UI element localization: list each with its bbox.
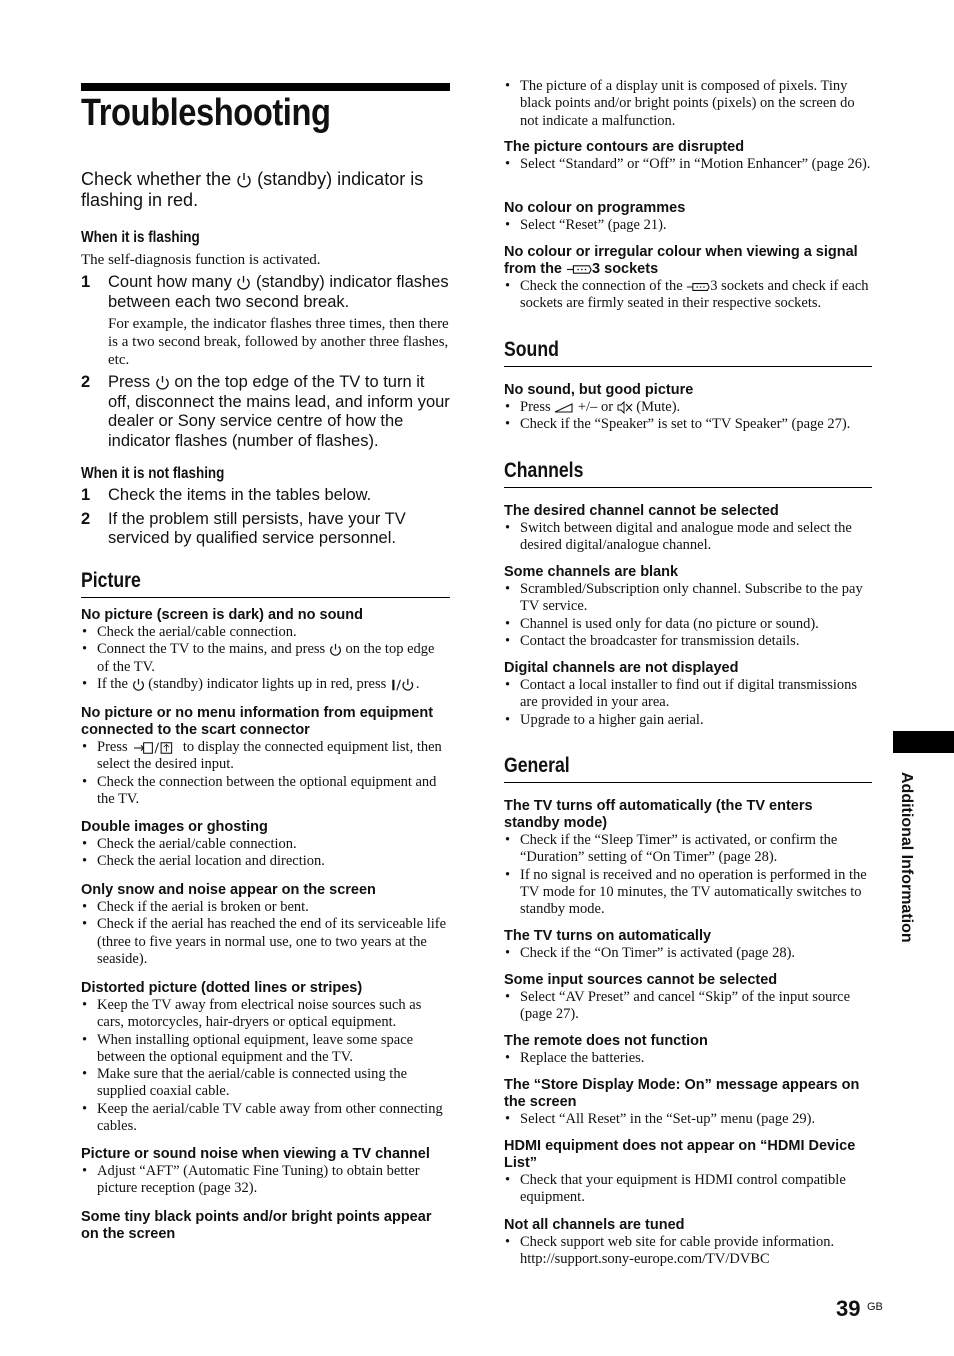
power-standby-icon	[236, 275, 251, 291]
bullet-text: (Mute).	[636, 399, 681, 415]
bullet-text: +/– or	[577, 399, 614, 415]
bullet-item	[504, 278, 872, 313]
bullet-item: • Check if the aerial is broken or bent.	[81, 899, 450, 916]
bullet-item: • Check if the “Speaker” is set to “TV Speaker” (page 27).	[504, 416, 872, 433]
flashing-step-1	[81, 273, 450, 312]
issue-picture-sound-noise	[81, 1146, 450, 1198]
section-rule	[504, 782, 872, 783]
bullet-item: • Keep the TV away from electrical noise sources such as cars, motorcycles, hair-dryers or optical equipment.	[81, 997, 450, 1032]
not-flashing-step-1	[81, 486, 450, 506]
bullet-text: to display the connected equipment list, then select the desired input.	[97, 739, 442, 773]
section-rule	[504, 487, 872, 488]
step-text: (standby) indicator flashes between each two second break.	[108, 273, 449, 311]
bullet-item: • Check the aerial/cable connection.	[81, 836, 450, 853]
issue-heading: No sound, but good picture	[504, 382, 694, 398]
bullet-item: • Select “All Reset” in the “Set-up” menu (page 29).	[504, 1111, 872, 1128]
step-number: 2	[81, 373, 91, 391]
bullet-item	[81, 739, 450, 774]
bullet-item: • Select “Standard” or “Off” in “Motion Enhancer” (page 26).	[504, 156, 872, 173]
page-number: 39	[836, 1296, 861, 1321]
issue-snow-noise	[81, 882, 450, 968]
bullet-item: • If no signal is received and no operation is performed in the TV mode for 10 minutes, the TV automatically switches to standby mode.	[504, 867, 872, 919]
picture-section-header	[81, 569, 450, 598]
general-section-header	[504, 754, 872, 783]
bullet-item: • Scrambled/Subscription only channel. Subscribe to the pay TV service.	[504, 581, 872, 616]
step-text: on the top edge of the TV to turn it off, disconnect the mains lead, and inform your dealer or Sony service centre of how the indicator flashes (number of flashes).	[108, 373, 450, 450]
power-standby-icon	[155, 375, 170, 391]
lead-text	[81, 169, 450, 211]
sound-section-header	[504, 338, 872, 367]
issue-no-colour	[504, 200, 872, 234]
bullet-item: • Make sure that the aerial/cable is connected using the supplied coaxial cable.	[81, 1066, 450, 1101]
section-rule	[504, 366, 872, 367]
bullet-item: • When installing optional equipment, leave some space between the optional equipment and the TV.	[81, 1032, 450, 1067]
step-number: 1	[81, 273, 91, 291]
issue-hdmi-device-list	[504, 1138, 872, 1207]
channels-section-header	[504, 459, 872, 488]
step-text: If the problem still persists, have your TV serviced by qualified service personnel.	[108, 509, 406, 547]
issue-input-sources	[504, 972, 872, 1024]
page-title: Troubleshooting	[81, 92, 331, 134]
issue-tv-turns-off	[504, 798, 872, 918]
picture-heading: Picture	[81, 569, 141, 592]
lead-before: Check whether the	[81, 169, 232, 189]
when-flashing-intro: The self-diagnosis function is activated.	[81, 252, 321, 268]
issue-heading: The desired channel cannot be selected	[504, 503, 779, 519]
step-note: For example, the indicator flashes three times, then there is a two second break, followed by another three flashes, etc.	[108, 316, 449, 368]
issue-heading: The picture contours are disrupted	[504, 139, 745, 155]
sound-heading: Sound	[504, 338, 559, 361]
flashing-step-2	[81, 373, 450, 451]
section-rule	[81, 597, 450, 598]
bullet-text: Press	[97, 739, 128, 755]
issue-heading: HDMI equipment does not appear on “HDMI Device List”	[504, 1138, 856, 1171]
issue-remote	[504, 1033, 872, 1067]
not-flashing-step-2	[81, 510, 450, 549]
scart-socket-icon	[566, 263, 592, 276]
issue-heading: The remote does not function	[504, 1033, 708, 1049]
bullet-item: • Switch between digital and analogue mode and select the desired digital/analogue channel.	[504, 520, 872, 555]
when-flashing-heading: When it is flashing	[81, 229, 200, 246]
bullet-text: Connect the TV to the mains, and press	[97, 641, 326, 658]
bullet-text: If the	[97, 675, 128, 692]
mute-icon	[617, 401, 633, 414]
bullet-item: • Check support web site for cable provide information. http://support.sony-europe.com/TV/DVBC	[504, 1234, 872, 1269]
issue-heading: No picture or no menu information from equipment connected to the scart connector	[81, 705, 434, 738]
bullet-item: • Keep the aerial/cable TV cable away from other connecting cables.	[81, 1101, 450, 1136]
issue-contours-disrupted	[504, 139, 872, 173]
bullet-item: • Check if the “Sleep Timer” is activated, or confirm the “Duration” setting of “On Timer” (page 28).	[504, 832, 872, 867]
heading-text: 3 sockets	[592, 261, 659, 277]
bullet-item: • Select “Reset” (page 21).	[504, 217, 872, 234]
step-number: 1	[81, 486, 91, 504]
bullet-text: 3 sockets and check if each sockets are firmly seated in their respective sockets.	[520, 278, 869, 312]
when-flashing-section	[81, 229, 450, 451]
issue-heading	[504, 244, 872, 278]
issue-no-picture-scart	[81, 705, 450, 808]
bullet-item	[504, 399, 872, 416]
bullet-text: Press	[520, 399, 551, 415]
bullet-item: • Check if the aerial has reached the end of its serviceable life (three to five years in normal use, one to two years at the seaside).	[81, 916, 450, 968]
issue-heading: Only snow and noise appear on the screen	[81, 882, 376, 898]
issue-heading: No colour on programmes	[504, 200, 686, 216]
tv-standby-icon	[390, 678, 416, 692]
side-tab-label: Additional Information	[898, 772, 915, 943]
issue-heading: The “Store Display Mode: On” message appears on the screen	[504, 1077, 860, 1110]
title-bar	[81, 83, 450, 91]
bullet-item	[81, 676, 450, 693]
issue-heading: Double images or ghosting	[81, 819, 268, 835]
heading-text: No colour or irregular colour when viewing a signal from the	[504, 244, 858, 277]
issue-heading: No picture (screen is dark) and no sound	[81, 607, 363, 623]
step-text: Press	[108, 373, 151, 391]
when-not-flashing-heading: When it is not flashing	[81, 465, 225, 482]
bullet-item: • Adjust “AFT” (Automatic Fine Tuning) to obtain better picture reception (page 32).	[81, 1163, 450, 1198]
issue-no-sound	[504, 382, 872, 434]
power-standby-icon	[132, 678, 145, 692]
input-select-icon	[131, 741, 179, 755]
bullet-item: • Replace the batteries.	[504, 1050, 872, 1067]
issue-heading: Digital channels are not displayed	[504, 660, 739, 676]
bullet-item: • Select “AV Preset” and cancel “Skip” of the input source (page 27).	[504, 989, 872, 1024]
issue-no-picture-no-sound	[81, 607, 450, 693]
bullet-item: • Check the aerial location and direction.	[81, 853, 450, 870]
bullet-item: • Channel is used only for data (no picture or sound).	[504, 616, 872, 633]
issue-heading: Some input sources cannot be selected	[504, 972, 778, 988]
bullet-text: Check the connection of the	[520, 278, 683, 294]
bullet-item: • The picture of a display unit is composed of pixels. Tiny black points and/or bright points (pixels) on the screen do not indicate a malfunction.	[504, 78, 872, 130]
bullet-item: • Check the aerial/cable connection.	[81, 624, 450, 641]
issue-channel-cannot-select	[504, 503, 872, 555]
scart-socket-icon	[686, 281, 710, 293]
page-number-suffix: GB	[867, 1301, 883, 1313]
issue-heading: Some tiny black points and/or bright points appear on the screen	[81, 1209, 432, 1242]
volume-icon	[554, 402, 574, 414]
issue-heading: The TV turns off automatically (the TV enters standby mode)	[504, 798, 813, 831]
issue-store-display-mode	[504, 1077, 872, 1128]
bullet-text: (standby) indicator lights up in red, press	[148, 675, 387, 692]
issue-digital-not-displayed	[504, 660, 872, 729]
issue-irregular-colour	[504, 244, 872, 313]
bullet-item: • Upgrade to a higher gain aerial.	[504, 712, 872, 729]
bullet-text: on the top edge of the TV.	[97, 641, 435, 675]
channels-heading: Channels	[504, 459, 584, 482]
bullet-text: .	[415, 675, 420, 692]
bullet-item: • Check if the “On Timer” is activated (page 28).	[504, 945, 872, 962]
bullet-item	[81, 641, 450, 676]
bullet-item: • Contact the broadcaster for transmission details.	[504, 633, 872, 650]
issue-double-images	[81, 819, 450, 871]
issue-heading: Distorted picture (dotted lines or stripes)	[81, 980, 363, 996]
issue-heading: Not all channels are tuned	[504, 1217, 685, 1233]
tiny-points-continued	[504, 78, 872, 130]
bullet-item: • Check the connection between the optional equipment and the TV.	[81, 774, 450, 809]
issue-heading: Picture or sound noise when viewing a TV channel	[81, 1146, 430, 1162]
issue-heading: The TV turns on automatically	[504, 928, 712, 944]
side-tab-marker	[893, 731, 954, 753]
step-text: Count how many	[108, 273, 232, 291]
step-text: Check the items in the tables below.	[108, 486, 372, 504]
issue-tiny-points	[81, 1209, 450, 1243]
power-standby-icon	[236, 172, 252, 189]
general-heading: General	[504, 754, 570, 777]
bullet-item: • Check that your equipment is HDMI control compatible equipment.	[504, 1172, 872, 1207]
power-standby-icon	[329, 643, 342, 657]
step-number: 2	[81, 509, 91, 528]
issue-distorted-picture	[81, 980, 450, 1135]
when-not-flashing-section	[81, 465, 450, 549]
issue-tv-turns-on	[504, 928, 872, 962]
lead-after: (standby) indicator is flashing in red.	[81, 169, 424, 210]
issue-channels-not-tuned	[504, 1217, 872, 1269]
issue-heading: Some channels are blank	[504, 564, 679, 580]
side-tab-label-wrap	[893, 772, 919, 972]
bullet-item: • Contact a local installer to find out if digital transmissions are provided in your area.	[504, 677, 872, 712]
issue-channels-blank	[504, 564, 872, 650]
